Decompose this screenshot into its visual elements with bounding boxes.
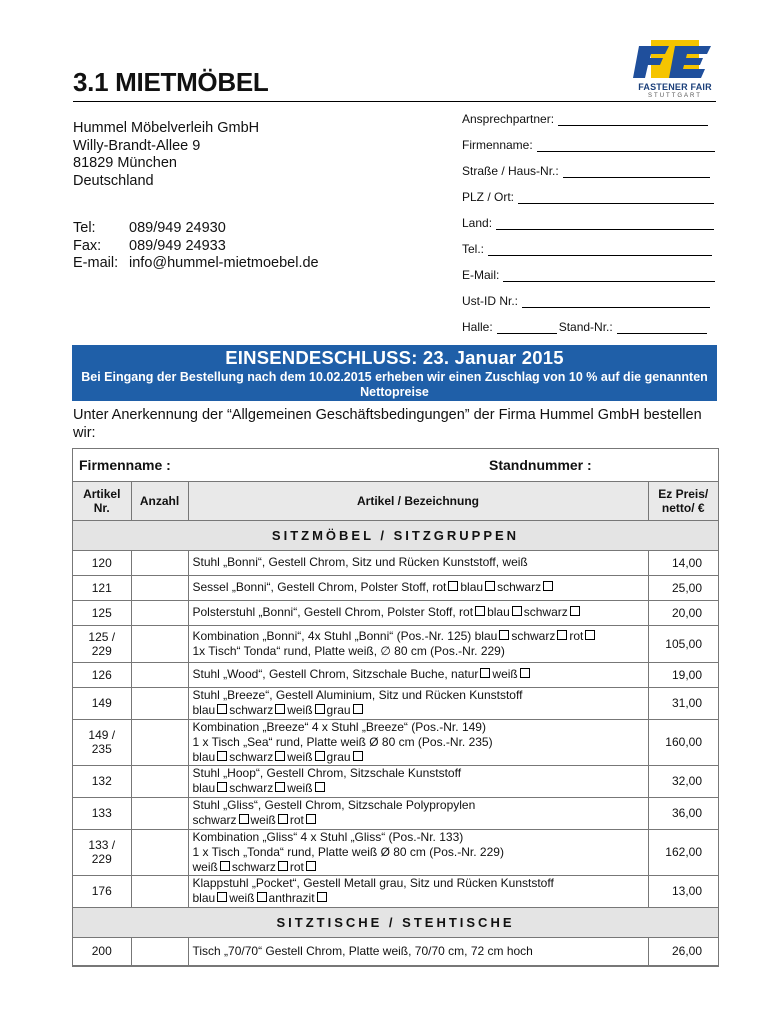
anzahl-input[interactable]: [131, 797, 188, 829]
color-checkbox[interactable]: [520, 668, 530, 678]
col-anzahl: Anzahl: [131, 482, 188, 520]
col-preis: Ez Preis/ netto/ €: [648, 482, 718, 520]
description-text: anthrazit: [268, 891, 315, 905]
preis: 19,00: [648, 662, 718, 687]
tel-field-label: Tel.:: [462, 242, 485, 256]
description-text: schwarz: [229, 749, 274, 764]
preis: 20,00: [648, 600, 718, 625]
table-row: [73, 875, 718, 907]
description-text: blau: [192, 891, 216, 905]
description-text: rot: [289, 859, 304, 874]
supplier-address: [73, 120, 259, 190]
description-text: Polsterstuhl „Bonni“, Gestell Chrom, Polster Stoff, rot: [192, 605, 474, 619]
color-checkbox[interactable]: [317, 892, 327, 902]
color-checkbox[interactable]: [217, 782, 227, 792]
anzahl-input[interactable]: [131, 937, 188, 965]
color-checkbox[interactable]: [217, 704, 227, 714]
artikel-nr: 121: [73, 575, 131, 600]
color-checkbox[interactable]: [220, 861, 230, 871]
color-checkbox[interactable]: [485, 581, 495, 591]
artikel-nr: 176: [73, 875, 131, 907]
page-title: 3.1 MIETMÖBEL: [73, 67, 269, 97]
deadline-title: EINSENDESCHLUSS: 23. Januar 2015: [225, 347, 564, 368]
deadline-banner: [72, 345, 717, 401]
ustid-input[interactable]: [522, 295, 710, 308]
description-line: [193, 688, 644, 703]
fastener-fair-logo: [629, 38, 721, 100]
description-text: schwarz: [229, 703, 274, 717]
ansprechpartner-label: Ansprechpartner:: [462, 112, 555, 126]
description-text: Tisch „70/70“ Gestell Chrom, Platte weiß, 70/70 cm, 72 cm hoch: [192, 943, 533, 958]
description-text: blau: [487, 605, 510, 619]
tel-label: Tel:: [73, 220, 96, 236]
anzahl-input[interactable]: [131, 662, 188, 687]
artikel-bezeichnung: [188, 687, 648, 719]
section-sitzmoebel: [73, 520, 718, 550]
firmenname-field[interactable]: [462, 136, 715, 152]
color-checkbox[interactable]: [217, 751, 227, 761]
description-line: [193, 629, 644, 644]
logo-city: STUTTGART: [648, 93, 702, 99]
firmenname-label: Firmenname:: [462, 138, 533, 152]
ustid-label: Ust-ID Nr.:: [462, 294, 518, 308]
standnr-input[interactable]: [617, 321, 707, 334]
artikel-nr: 132: [73, 765, 131, 797]
description-line: [193, 860, 644, 875]
preis: 36,00: [648, 797, 718, 829]
artikel-nr: 200: [73, 937, 131, 965]
description-text: weiß: [192, 859, 218, 874]
preis: 25,00: [648, 575, 718, 600]
logo-graphic: [629, 38, 721, 82]
tel-input[interactable]: [488, 243, 712, 256]
artikel-bezeichnung: [188, 662, 648, 687]
description-line: [193, 944, 644, 959]
firmenname-input[interactable]: [537, 139, 715, 152]
color-checkbox[interactable]: [480, 668, 490, 678]
description-line: [193, 735, 644, 750]
land-input[interactable]: [496, 217, 714, 230]
strasse-field[interactable]: [462, 162, 710, 178]
preis: 32,00: [648, 765, 718, 797]
color-checkbox[interactable]: [585, 630, 595, 640]
halle-input[interactable]: [497, 321, 557, 334]
description-text: Kombination „Breeze“ 4 x Stuhl „Breeze“ (Pos.-Nr. 149): [192, 719, 486, 734]
color-checkbox[interactable]: [543, 581, 553, 591]
color-checkbox[interactable]: [315, 704, 325, 714]
deadline-subtitle: Bei Eingang der Bestellung nach dem 10.02.2015 erheben wir einen Zuschlag von 10 % auf die genannten Nettopreise: [81, 370, 708, 399]
table-row: [73, 829, 718, 875]
anzahl-input[interactable]: [131, 765, 188, 797]
description-line: [193, 555, 644, 570]
color-checkbox[interactable]: [475, 606, 485, 616]
logo-name: FASTENER FAIR: [638, 82, 712, 92]
color-checkbox[interactable]: [499, 630, 509, 640]
anzahl-input[interactable]: [131, 625, 188, 662]
description-text: schwarz: [192, 813, 237, 827]
description-text: schwarz: [497, 580, 542, 594]
tel-field[interactable]: [462, 240, 712, 256]
description-text: weiß: [229, 891, 255, 905]
description-line: [193, 644, 644, 659]
supplier-contact: [73, 220, 319, 273]
table-row: [73, 625, 718, 662]
color-checkbox[interactable]: [315, 751, 325, 761]
artikel-bezeichnung: [188, 797, 648, 829]
artikel-bezeichnung: [188, 719, 648, 765]
email-label: E-mail:: [73, 255, 119, 271]
table-row: [73, 575, 718, 600]
anzahl-input[interactable]: [131, 829, 188, 875]
halle-stand-field[interactable]: [462, 318, 707, 334]
column-header-row: [73, 482, 718, 520]
description-line: [193, 845, 644, 860]
color-checkbox[interactable]: [353, 751, 363, 761]
description-text: blau: [192, 703, 216, 717]
artikel-bezeichnung: [188, 600, 648, 625]
email-field-label: E-Mail:: [462, 268, 500, 282]
description-line: [193, 781, 644, 796]
color-checkbox[interactable]: [512, 606, 522, 616]
description-text: 1 x Tisch „Tonda“ rund, Platte weiß Ø 80 cm (Pos.-Nr. 229): [192, 844, 504, 859]
description-text: rot: [289, 813, 304, 827]
preis: 31,00: [648, 687, 718, 719]
plz-input[interactable]: [518, 191, 714, 204]
description-text: 1x Tisch“ Tonda“ rund, Platte weiß, ∅ 80 cm (Pos.-Nr. 229): [192, 643, 505, 658]
artikel-nr: 126: [73, 662, 131, 687]
table-row: [73, 719, 718, 765]
description-text: weiß: [287, 749, 313, 764]
description-line: [193, 703, 644, 718]
artikel-nr: 149: [73, 687, 131, 719]
color-checkbox[interactable]: [257, 892, 267, 902]
color-checkbox[interactable]: [353, 704, 363, 714]
land-label: Land:: [462, 216, 493, 230]
preis: 13,00: [648, 875, 718, 907]
description-text: weiß: [287, 781, 313, 795]
description-line: [193, 830, 644, 845]
standnr-label: Stand-Nr.:: [558, 320, 613, 334]
description-line: [193, 580, 644, 595]
artikel-nr: 149 / 235: [73, 719, 131, 765]
description-line: [193, 766, 644, 781]
artikel-bezeichnung: [188, 765, 648, 797]
description-text: weiß: [492, 667, 518, 681]
address-line: Willy-Brandt-Allee 9: [73, 137, 201, 154]
anzahl-input[interactable]: [131, 575, 188, 600]
fax-label: Fax:: [73, 237, 102, 254]
description-text: Stuhl „Wood“, Gestell Chrom, Sitzschale Buche, natur: [192, 667, 479, 681]
description-text: grau: [326, 749, 351, 764]
table-row: [73, 662, 718, 687]
color-checkbox[interactable]: [239, 814, 249, 824]
description-line: [193, 798, 644, 813]
description-text: Stuhl „Hoop“, Gestell Chrom, Sitzschale Kunststoff: [192, 766, 462, 780]
artikel-bezeichnung: [188, 875, 648, 907]
color-checkbox[interactable]: [275, 782, 285, 792]
artikel-bezeichnung: [188, 937, 648, 965]
preis: 160,00: [648, 719, 718, 765]
color-checkbox[interactable]: [278, 861, 288, 871]
description-text: grau: [326, 703, 351, 717]
section-title: SITZTISCHE / STEHTISCHE: [73, 907, 718, 937]
description-text: Klappstuhl „Pocket“, Gestell Metall grau, Sitz und Rücken Kunststoff: [192, 876, 554, 890]
description-text: Stuhl „Gliss“, Gestell Chrom, Sitzschale Polypropylen: [192, 798, 476, 812]
anzahl-input[interactable]: [131, 550, 188, 575]
description-text: weiß: [250, 813, 276, 827]
artikel-bezeichnung: [188, 575, 648, 600]
preis: 162,00: [648, 829, 718, 875]
description-text: schwarz: [231, 859, 276, 874]
address-line: 81829 München: [73, 155, 177, 171]
strasse-input[interactable]: [563, 165, 710, 178]
description-line: [193, 750, 644, 765]
fax-value: 089/949 24933: [129, 237, 226, 254]
preis: 26,00: [648, 937, 718, 965]
description-text: Stuhl „Bonni“, Gestell Chrom, Sitz und Rücken Kunststoff, weiß: [192, 555, 528, 569]
description-text: rot: [569, 628, 584, 643]
table-row: [73, 687, 718, 719]
description-text: Stuhl „Breeze“, Gestell Aluminium, Sitz und Rücken Kunststoff: [192, 688, 523, 702]
artikel-bezeichnung: [188, 829, 648, 875]
artikel-bezeichnung: [188, 550, 648, 575]
address-line: Hummel Möbelverleih GmbH: [73, 120, 260, 136]
artikel-nr: 125 / 229: [73, 625, 131, 662]
table-row: [73, 765, 718, 797]
artikel-nr: 133: [73, 797, 131, 829]
color-checkbox[interactable]: [278, 814, 288, 824]
description-line: [193, 605, 644, 620]
ustid-field[interactable]: [462, 292, 710, 308]
land-field[interactable]: [462, 214, 714, 230]
color-checkbox[interactable]: [275, 704, 285, 714]
color-checkbox[interactable]: [448, 581, 458, 591]
halle-label: Halle:: [462, 320, 493, 334]
address-line: Deutschland: [73, 172, 154, 189]
description-text: blau: [460, 580, 484, 594]
description-text: schwarz: [511, 628, 556, 643]
artikel-nr: 120: [73, 550, 131, 575]
email-value: info@hummel-mietmoebel.de: [129, 255, 319, 271]
color-checkbox[interactable]: [306, 814, 316, 824]
strasse-label: Straße / Haus-Nr.:: [462, 164, 559, 178]
section-sitztische: [73, 907, 718, 937]
color-checkbox[interactable]: [217, 892, 227, 902]
plz-label: PLZ / Ort:: [462, 190, 515, 204]
description-text: Kombination „Gliss“ 4 x Stuhl „Gliss“ (Pos.-Nr. 133): [192, 829, 464, 844]
description-line: [193, 667, 644, 682]
order-header: [73, 449, 718, 482]
anzahl-input[interactable]: [131, 687, 188, 719]
description-text: blau: [192, 749, 216, 764]
description-line: [193, 720, 644, 735]
preis: 14,00: [648, 550, 718, 575]
artikel-bezeichnung: [188, 625, 648, 662]
description-line: [193, 891, 644, 906]
col-bezeichnung: Artikel / Bezeichnung: [188, 482, 648, 520]
table-row: [73, 600, 718, 625]
preis: 105,00: [648, 625, 718, 662]
color-checkbox[interactable]: [557, 630, 567, 640]
section-title: SITZMÖBEL / SITZGRUPPEN: [73, 520, 718, 550]
description-text: Sessel „Bonni“, Gestell Chrom, Polster Stoff, rot: [192, 580, 447, 594]
standnummer-heading: Standnummer :: [489, 457, 592, 473]
artikel-nr: 125: [73, 600, 131, 625]
description-text: schwarz: [523, 605, 568, 619]
description-line: [193, 876, 644, 891]
artikel-nr: 133 / 229: [73, 829, 131, 875]
tel-value: 089/949 24930: [129, 220, 226, 236]
title-divider: [73, 101, 716, 102]
anzahl-input[interactable]: [131, 600, 188, 625]
anzahl-input[interactable]: [131, 875, 188, 907]
email-input[interactable]: [503, 269, 715, 282]
color-checkbox[interactable]: [315, 782, 325, 792]
description-text: Kombination „Bonni“, 4x Stuhl „Bonni“ (Pos.-Nr. 125) blau: [192, 628, 498, 643]
ansprechpartner-field[interactable]: [462, 110, 708, 126]
description-text: schwarz: [229, 781, 274, 795]
color-checkbox[interactable]: [275, 751, 285, 761]
description-line: [193, 813, 644, 828]
firmenname-heading: Firmenname :: [79, 457, 171, 473]
ansprechpartner-input[interactable]: [558, 113, 708, 126]
table-row: [73, 797, 718, 829]
description-text: blau: [192, 781, 216, 795]
description-text: weiß: [287, 703, 313, 717]
description-text: 1 x Tisch „Sea“ rund, Platte weiß Ø 80 cm (Pos.-Nr. 235): [192, 734, 493, 749]
color-checkbox[interactable]: [570, 606, 580, 616]
table-row: [73, 550, 718, 575]
table-row: [73, 937, 718, 965]
order-table: [72, 448, 719, 967]
col-artikel-nr: Artikel Nr.: [73, 482, 131, 520]
color-checkbox[interactable]: [306, 861, 316, 871]
terms-intro: Unter Anerkennung der “Allgemeinen Geschäftsbedingungen” der Firma Hummel GmbH bestellen wir:: [73, 407, 702, 441]
email-field[interactable]: [462, 266, 715, 282]
plz-field[interactable]: [462, 188, 714, 204]
anzahl-input[interactable]: [131, 719, 188, 765]
